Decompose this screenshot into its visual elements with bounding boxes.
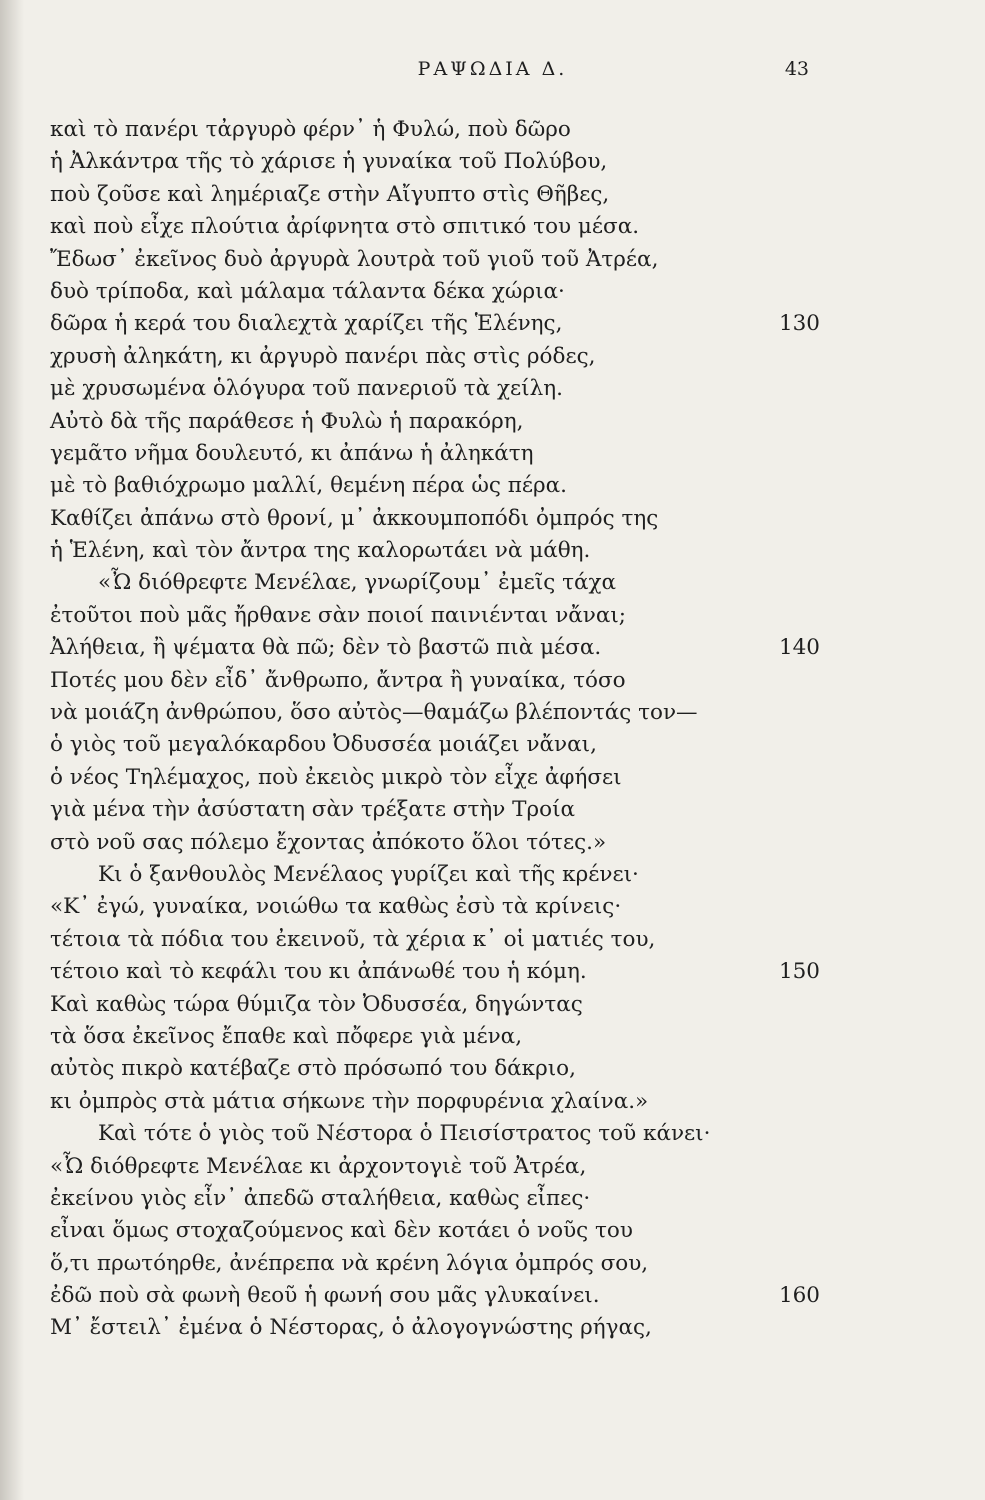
verse-text: Ἔδωσ᾽ ἐκεῖνος δυὸ ἀργυρὰ λουτρὰ τοῦ γιοῦ τοῦ Ἀτρέα, xyxy=(50,246,659,272)
verse-text: Αὐτὸ δὰ τῆς παράθεσε ἡ Φυλὼ ἡ παρακόρη, xyxy=(50,408,524,434)
verse-line xyxy=(50,891,820,923)
line-number: 130 xyxy=(778,311,820,337)
verse-line xyxy=(50,114,820,146)
verse-text: ἐτοῦτοι ποὺ μᾶς ἤρθανε σὰν ποιοί παινιένται νἄναι; xyxy=(50,602,627,628)
verse-line xyxy=(50,211,820,243)
verse-line xyxy=(50,1021,820,1053)
verse-line xyxy=(50,600,820,632)
verse-line xyxy=(50,406,820,438)
verse-text: ἐδῶ ποὺ σὰ φωνὴ θεοῦ ἡ φωνή σου μᾶς γλυκαίνει. xyxy=(50,1283,600,1309)
verse-line xyxy=(50,470,820,502)
verse-line xyxy=(50,859,820,891)
poem-text xyxy=(50,114,820,1345)
verse-line xyxy=(50,341,820,373)
verse-line xyxy=(50,632,820,664)
line-number: 140 xyxy=(778,635,820,661)
verse-text: Καὶ τότε ὁ γιὸς τοῦ Νέστορα ὁ Πεισίστρατος τοῦ κάνει· xyxy=(98,1121,711,1147)
verse-text: Ἀλήθεια, ἢ ψέματα θὰ πῶ; δὲν τὸ βαστῶ πιὰ μέσα. xyxy=(50,635,602,661)
verse-text: μὲ τὸ βαθιόχρωμο μαλλί, θεμένη πέρα ὡς πέρα. xyxy=(50,473,567,499)
verse-text: γιὰ μένα τὴν ἀσύστατη σὰν τρέξατε στὴν Τροία xyxy=(50,797,576,823)
verse-line xyxy=(50,1280,820,1312)
verse-line xyxy=(50,1312,820,1344)
verse-text: νὰ μοιάζη ἀνθρώπου, ὅσο αὐτὸς—θαμάζω βλέποντάς τον— xyxy=(50,700,698,726)
verse-text: δυὸ τρίποδα, καὶ μάλαμα τάλαντα δέκα χώρια· xyxy=(50,278,565,304)
verse-line xyxy=(50,503,820,535)
verse-line xyxy=(50,373,820,405)
verse-text: ἡ Ἑλένη, καὶ τὸν ἄντρα της καλορωτάει νὰ μάθη. xyxy=(50,538,591,564)
running-title: ΡΑΨΩΔΙΑ Δ. xyxy=(417,58,568,80)
page-header xyxy=(0,58,985,84)
verse-text: ποὺ ζοῦσε καὶ λημέριαζε στὴν Αἴγυπτο στὶς Θῆβες, xyxy=(50,181,610,207)
verse-text: «Κ᾽ ἐγώ, γυναίκα, νοιώθω τα καθὼς ἐσὺ τὰ κρίνεις· xyxy=(50,894,622,920)
verse-line xyxy=(50,1151,820,1183)
verse-line xyxy=(50,535,820,567)
verse-text: τέτοιο καὶ τὸ κεφάλι του κι ἀπάνωθέ του ἡ κόμη. xyxy=(50,959,587,985)
verse-line xyxy=(50,956,820,988)
verse-line xyxy=(50,146,820,178)
verse-text: «Ὦ διόθρεφτε Μενέλαε κι ἀρχοντογιὲ τοῦ Ἀτρέα, xyxy=(50,1153,587,1179)
verse-line xyxy=(50,1215,820,1247)
verse-text: Κι ὁ ξανθουλὸς Μενέλαος γυρίζει καὶ τῆς κρένει· xyxy=(98,861,639,887)
verse-text: ἐκείνου γιὸς εἶν᾽ ἀπεδῶ σταλήθεια, καθὼς εἶπες· xyxy=(50,1185,591,1211)
verse-text: ὅ,τι πρωτόηρθε, ἀνέπρεπα νὰ κρένη λόγια ὀμπρός σου, xyxy=(50,1250,649,1276)
verse-line xyxy=(50,989,820,1021)
verse-text: Καθίζει ἀπάνω στὸ θρονί, μ᾽ ἀκκουμποπόδι ὀμπρός της xyxy=(50,505,659,531)
verse-text: Μ᾽ ἔστειλ᾽ ἐμένα ὁ Νέστορας, ὁ ἀλογογνώστης ρήγας, xyxy=(50,1315,652,1341)
verse-text: καὶ ποὺ εἶχε πλούτια ἀρίφνητα στὸ σπιτικό του μέσα. xyxy=(50,214,640,240)
verse-line xyxy=(50,244,820,276)
verse-line xyxy=(50,1118,820,1150)
verse-text: ἡ Ἀλκάντρα τῆς τὸ χάρισε ἡ γυναίκα τοῦ Πολύβου, xyxy=(50,149,608,175)
verse-line xyxy=(50,276,820,308)
verse-text: Καὶ καθὼς τώρα θύμιζα τὸν Ὀδυσσέα, δηγώντας xyxy=(50,991,583,1017)
verse-line xyxy=(50,567,820,599)
verse-text: χρυσὴ ἀληκάτη, κι ἀργυρὸ πανέρι πὰς στὶς ρόδες, xyxy=(50,343,596,369)
verse-line xyxy=(50,729,820,761)
verse-text: στὸ νοῦ σας πόλεμο ἔχοντας ἀπόκοτο ὅλοι τότες.» xyxy=(50,829,607,855)
verse-text: καὶ τὸ πανέρι τἀργυρὸ φέρν᾽ ἡ Φυλώ, ποὺ δῶρο xyxy=(50,117,571,142)
verse-text: ὁ νέος Τηλέμαχος, ποὺ ἐκειὸς μικρὸ τὸν εἶχε ἀφήσει xyxy=(50,764,622,790)
verse-text: τέτοια τὰ πόδια του ἐκεινοῦ, τὰ χέρια κ᾽ οἱ ματιές του, xyxy=(50,926,656,952)
verse-text: δῶρα ἡ κερά του διαλεχτὰ χαρίζει τῆς Ἑλένης, xyxy=(50,311,563,337)
verse-line xyxy=(50,794,820,826)
verse-line xyxy=(50,438,820,470)
verse-line xyxy=(50,924,820,956)
verse-line xyxy=(50,697,820,729)
verse-line xyxy=(50,308,820,340)
verse-text: τὰ ὅσα ἐκεῖνος ἔπαθε καὶ πὄφερε γιὰ μένα, xyxy=(50,1023,523,1049)
verse-line xyxy=(50,179,820,211)
verse-text: μὲ χρυσωμένα ὁλόγυρα τοῦ πανεριοῦ τὰ χείλη. xyxy=(50,376,563,402)
page-edge-shadow xyxy=(0,0,24,1500)
verse-line xyxy=(50,1248,820,1280)
verse-line xyxy=(50,1183,820,1215)
line-number: 160 xyxy=(778,1283,820,1309)
verse-text: Ποτές μου δὲν εἶδ᾽ ἄνθρωπο, ἄντρα ἢ γυναίκα, τόσο xyxy=(50,667,626,693)
line-number: 150 xyxy=(778,959,820,985)
verse-line xyxy=(50,1086,820,1118)
verse-line xyxy=(50,1053,820,1085)
verse-text: αὐτὸς πικρὸ κατέβαζε στὸ πρόσωπό του δάκριο, xyxy=(50,1056,576,1082)
verse-line xyxy=(50,762,820,794)
verse-text: γεμᾶτο νῆμα δουλευτό, κι ἀπάνω ἡ ἀληκάτη xyxy=(50,440,534,466)
verse-text: ὁ γιὸς τοῦ μεγαλόκαρδου Ὀδυσσέα μοιάζει νἄναι, xyxy=(50,732,597,758)
verse-line xyxy=(50,827,820,859)
verse-text: εἶναι ὅμως στοχαζούμενος καὶ δὲν κοτάει ὁ νοῦς του xyxy=(50,1218,633,1244)
verse-text: κι ὀμπρὸς στὰ μάτια σήκωνε τὴν πορφυρένια χλαίνα.» xyxy=(50,1088,649,1114)
verse-line xyxy=(50,665,820,697)
verse-text: «Ὦ διόθρεφτε Μενέλαε, γνωρίζουμ᾽ ἐμεῖς τάχα xyxy=(98,570,617,596)
page-number: 43 xyxy=(784,58,809,80)
